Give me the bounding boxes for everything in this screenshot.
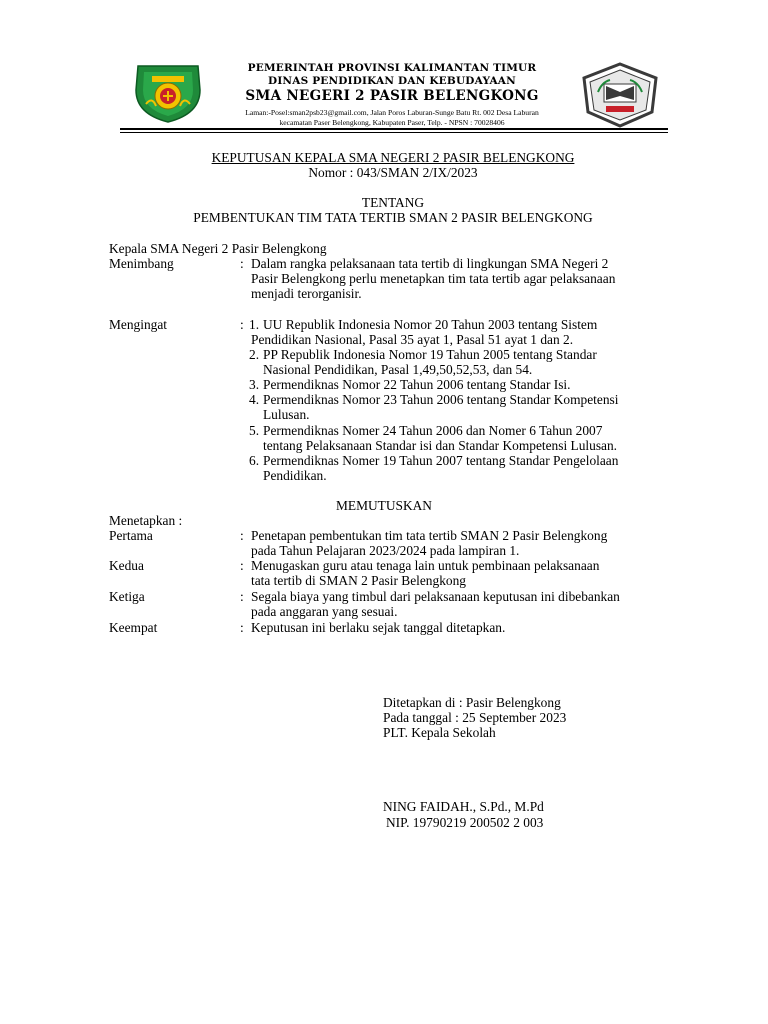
menimbang-line: Dalam rangka pelaksanaan tata tertib di lingkungan SMA Negeri 2 [251,256,609,271]
decision-colon: : [240,528,244,543]
decree-heading: KEPUTUSAN KEPALA SMA NEGERI 2 PASIR BELENGKONG [211,150,575,165]
mengingat-item-text: Permendiknas Nomor 23 Tahun 2006 tentang Standar Kompetensi [263,392,619,407]
decision-text: Penetapan pembentukan tim tata tertib SMAN 2 Pasir Belengkong [251,528,608,543]
decision-colon: : [240,620,244,635]
decree-number: Nomor : 043/SMAN 2/IX/2023 [308,165,478,180]
decision-text: tata tertib di SMAN 2 Pasir Belengkong [251,573,466,588]
decision-colon: : [240,558,244,573]
mengingat-item-number: 1. [249,317,260,332]
menetapkan-label: Menetapkan : [109,513,183,528]
letterhead-line-1: PEMERINTAH PROVINSI KALIMANTAN TIMUR [247,62,537,74]
signatory-name: NING FAIDAH., S.Pd., M.Pd [383,799,544,814]
letterhead-address-2: kecamatan Paser Belengkong, Kabupaten Paser, Telp. - NPSN : 70028406 [279,118,505,127]
decision-label: Keempat [109,620,158,635]
decision-text: Menugaskan guru atau tenaga lain untuk pembinaan pelaksanaan [251,558,600,573]
letterhead-school-name: SMA NEGERI 2 PASIR BELENGKONG [245,88,539,104]
mengingat-item-text: Nasional Pendidikan, Pasal 1,49,50,52,53, dan 54. [263,362,533,377]
decision-text: Keputusan ini berlaku sejak tanggal ditetapkan. [251,620,506,635]
letterhead-address-1: Laman:-Posel:sman2psb23@gmail.com, Jalan Poros Laburan-Sunge Batu Rt. 002 Desa Laburan [245,108,539,117]
mengingat-item-text: Permendiknas Nomor 22 Tahun 2006 tentang Standar Isi. [263,377,571,392]
decree-subject: PEMBENTUKAN TIM TATA TERTIB SMAN 2 PASIR BELENGKONG [193,210,593,225]
decision-colon: : [240,589,244,604]
signature-position: PLT. Kepala Sekolah [383,725,496,740]
mengingat-item-number: 2. [249,347,260,362]
mengingat-item-text: tentang Pelaksanaan Standar isi dan Standar Kompetensi Lulusan. [263,438,618,453]
signature-place: Ditetapkan di : Pasir Belengkong [383,695,561,710]
decision-text: pada Tahun Pelajaran 2023/2024 pada lampiran 1. [251,543,520,558]
menimbang-line: menjadi terorganisir. [251,286,362,301]
signature-date: Pada tanggal : 25 September 2023 [383,710,567,725]
mengingat-colon: : [240,317,244,332]
school-emblem-logo [580,62,660,128]
menimbang-line: Pasir Belengkong perlu menetapkan tim tata tertib agar pelaksanaan [251,271,616,286]
signatory-nip: NIP. 19790219 200502 2 003 [386,815,544,830]
decision-text: pada anggaran yang sesuai. [251,604,398,619]
letterhead [212,62,572,128]
mengingat-label: Mengingat [109,317,168,332]
mengingat-item-number: 5. [249,423,260,438]
mengingat-item-text: Lulusan. [263,407,310,422]
decision-label: Kedua [109,558,144,573]
decision-label: Ketiga [109,589,145,604]
mengingat-item-text: PP Republik Indonesia Nomor 19 Tahun 2005 tentang Standar [263,347,597,362]
mengingat-item-text: Pendidikan Nasional, Pasal 35 ayat 1, Pasal 51 ayat 1 dan 2. [251,332,574,347]
mengingat-item-number: 6. [249,453,260,468]
decision-label: Pertama [109,528,153,543]
letterhead-rule-thin [120,132,668,133]
mengingat-item-text: Permendiknas Nomer 19 Tahun 2007 tentang Standar Pengelolaan [263,453,619,468]
memutuskan-heading: MEMUTUSKAN [336,498,432,513]
menimbang-colon: : [240,256,244,271]
menimbang-label: Menimbang [109,256,174,271]
mengingat-item-text: Pendidikan. [263,468,327,483]
mengingat-item-text: UU Republik Indonesia Nomor 20 Tahun 2003 tentang Sistem [263,317,598,332]
mengingat-item-text: Permendiknas Nomer 24 Tahun 2006 dan Nomer 6 Tahun 2007 [263,423,603,438]
decision-text: Segala biaya yang timbul dari pelaksanaan keputusan ini dibebankan [251,589,620,604]
mengingat-item-number: 3. [249,377,260,392]
opening-line: Kepala SMA Negeri 2 Pasir Belengkong [109,241,327,256]
mengingat-item-number: 4. [249,392,260,407]
letterhead-rule-thick [120,128,668,130]
province-emblem-logo [130,60,206,124]
tentang-label: TENTANG [361,195,425,210]
letterhead-line-2: DINAS PENDIDIKAN DAN KEBUDAYAAN [268,75,516,87]
